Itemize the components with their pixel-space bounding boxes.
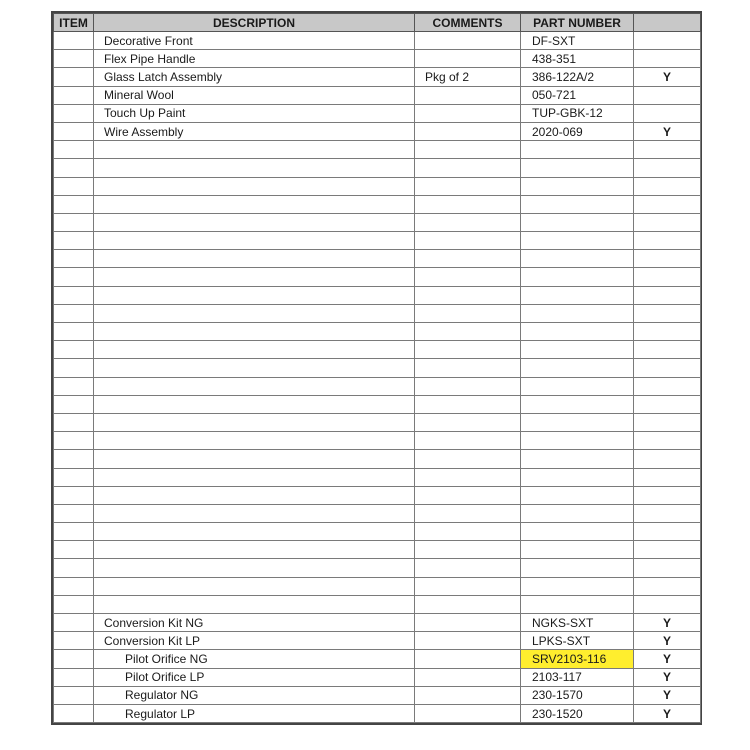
item-cell — [54, 104, 94, 122]
empty-table-row — [54, 159, 701, 177]
comments-cell — [415, 704, 521, 722]
empty-cell — [54, 250, 94, 268]
empty-cell — [94, 359, 415, 377]
item-cell — [54, 632, 94, 650]
empty-cell — [521, 232, 634, 250]
comments-cell — [415, 122, 521, 140]
item-cell — [54, 32, 94, 50]
empty-cell — [94, 159, 415, 177]
empty-table-row — [54, 486, 701, 504]
table-row — [54, 32, 701, 50]
empty-table-row — [54, 541, 701, 559]
parts-table — [53, 13, 701, 723]
empty-cell — [634, 304, 701, 322]
empty-cell — [634, 541, 701, 559]
flag-cell — [634, 50, 701, 68]
empty-cell — [94, 377, 415, 395]
empty-cell — [521, 141, 634, 159]
empty-table-row — [54, 395, 701, 413]
empty-cell — [415, 468, 521, 486]
empty-cell — [521, 468, 634, 486]
empty-cell — [54, 486, 94, 504]
comments-cell — [415, 668, 521, 686]
part-number-cell: 2103-117 — [521, 668, 634, 686]
empty-cell — [634, 177, 701, 195]
empty-cell — [94, 523, 415, 541]
table-row — [54, 668, 701, 686]
empty-cell — [634, 232, 701, 250]
empty-cell — [521, 195, 634, 213]
empty-cell — [634, 468, 701, 486]
empty-table-row — [54, 523, 701, 541]
flag-cell: Y — [634, 650, 701, 668]
description-cell: Pilot Orifice NG — [94, 650, 415, 668]
empty-cell — [94, 486, 415, 504]
comments-cell — [415, 104, 521, 122]
empty-cell — [415, 559, 521, 577]
empty-cell — [415, 486, 521, 504]
table-row — [54, 86, 701, 104]
part-number-cell: NGKS-SXT — [521, 614, 634, 632]
empty-cell — [94, 559, 415, 577]
empty-cell — [521, 486, 634, 504]
empty-cell — [521, 577, 634, 595]
parts-table-body — [54, 32, 701, 723]
empty-cell — [634, 377, 701, 395]
column-header-flag — [634, 14, 701, 32]
empty-cell — [415, 286, 521, 304]
empty-cell — [634, 213, 701, 231]
description-cell: Regulator NG — [94, 686, 415, 704]
empty-table-row — [54, 359, 701, 377]
empty-cell — [54, 177, 94, 195]
empty-cell — [415, 232, 521, 250]
empty-cell — [54, 559, 94, 577]
empty-cell — [415, 450, 521, 468]
item-cell — [54, 122, 94, 140]
empty-cell — [634, 286, 701, 304]
empty-cell — [634, 141, 701, 159]
empty-cell — [521, 177, 634, 195]
empty-cell — [521, 268, 634, 286]
empty-cell — [521, 595, 634, 613]
comments-cell — [415, 686, 521, 704]
empty-cell — [54, 141, 94, 159]
empty-cell — [521, 341, 634, 359]
empty-cell — [54, 304, 94, 322]
empty-table-row — [54, 141, 701, 159]
comments-cell — [415, 86, 521, 104]
empty-cell — [521, 377, 634, 395]
empty-table-row — [54, 468, 701, 486]
empty-cell — [94, 577, 415, 595]
empty-cell — [54, 541, 94, 559]
flag-cell: Y — [634, 614, 701, 632]
item-cell — [54, 50, 94, 68]
part-number-cell: 2020-069 — [521, 122, 634, 140]
table-row — [54, 650, 701, 668]
empty-cell — [94, 250, 415, 268]
part-number-cell: LPKS-SXT — [521, 632, 634, 650]
empty-cell — [54, 195, 94, 213]
empty-cell — [94, 395, 415, 413]
empty-table-row — [54, 177, 701, 195]
empty-cell — [94, 595, 415, 613]
item-cell — [54, 614, 94, 632]
empty-cell — [94, 450, 415, 468]
empty-cell — [54, 413, 94, 431]
table-row — [54, 686, 701, 704]
part-number-cell: 386-122A/2 — [521, 68, 634, 86]
empty-table-row — [54, 413, 701, 431]
empty-cell — [415, 268, 521, 286]
empty-cell — [521, 450, 634, 468]
empty-cell — [634, 504, 701, 522]
column-header-part-number: PART NUMBER — [521, 14, 634, 32]
empty-table-row — [54, 213, 701, 231]
part-number-cell: TUP-GBK-12 — [521, 104, 634, 122]
empty-cell — [94, 141, 415, 159]
empty-cell — [94, 213, 415, 231]
empty-cell — [54, 523, 94, 541]
empty-cell — [54, 468, 94, 486]
description-cell: Pilot Orifice LP — [94, 668, 415, 686]
empty-cell — [54, 323, 94, 341]
table-row — [54, 614, 701, 632]
empty-cell — [415, 395, 521, 413]
empty-cell — [94, 541, 415, 559]
flag-cell: Y — [634, 68, 701, 86]
empty-cell — [94, 232, 415, 250]
description-cell: Conversion Kit LP — [94, 632, 415, 650]
comments-cell — [415, 632, 521, 650]
flag-cell — [634, 32, 701, 50]
empty-table-row — [54, 304, 701, 322]
empty-cell — [634, 195, 701, 213]
empty-cell — [521, 559, 634, 577]
empty-cell — [415, 595, 521, 613]
empty-cell — [634, 486, 701, 504]
empty-cell — [521, 504, 634, 522]
table-row — [54, 50, 701, 68]
empty-cell — [521, 213, 634, 231]
flag-cell: Y — [634, 122, 701, 140]
empty-cell — [634, 159, 701, 177]
parts-list-sheet — [51, 11, 702, 725]
table-row — [54, 122, 701, 140]
item-cell — [54, 668, 94, 686]
item-cell — [54, 86, 94, 104]
flag-cell: Y — [634, 668, 701, 686]
column-header-description: DESCRIPTION — [94, 14, 415, 32]
empty-cell — [54, 432, 94, 450]
empty-cell — [415, 250, 521, 268]
empty-cell — [415, 341, 521, 359]
empty-cell — [634, 395, 701, 413]
empty-cell — [415, 577, 521, 595]
comments-cell — [415, 50, 521, 68]
part-number-cell: SRV2103-116 — [521, 650, 634, 668]
empty-cell — [634, 413, 701, 431]
empty-cell — [634, 268, 701, 286]
empty-cell — [94, 323, 415, 341]
empty-cell — [54, 450, 94, 468]
empty-cell — [415, 141, 521, 159]
description-cell: Flex Pipe Handle — [94, 50, 415, 68]
flag-cell — [634, 86, 701, 104]
empty-cell — [54, 595, 94, 613]
description-cell: Decorative Front — [94, 32, 415, 50]
empty-cell — [634, 323, 701, 341]
empty-cell — [54, 359, 94, 377]
empty-cell — [415, 541, 521, 559]
empty-cell — [54, 213, 94, 231]
part-number-cell: 230-1520 — [521, 704, 634, 722]
empty-cell — [634, 577, 701, 595]
empty-cell — [415, 177, 521, 195]
column-header-item: ITEM — [54, 14, 94, 32]
empty-table-row — [54, 341, 701, 359]
empty-cell — [634, 250, 701, 268]
column-header-comments: COMMENTS — [415, 14, 521, 32]
part-number-cell: DF-SXT — [521, 32, 634, 50]
description-cell: Touch Up Paint — [94, 104, 415, 122]
empty-cell — [54, 268, 94, 286]
empty-cell — [415, 413, 521, 431]
empty-cell — [521, 541, 634, 559]
empty-cell — [415, 213, 521, 231]
description-cell: Wire Assembly — [94, 122, 415, 140]
description-cell: Conversion Kit NG — [94, 614, 415, 632]
empty-cell — [94, 504, 415, 522]
empty-cell — [54, 395, 94, 413]
empty-cell — [94, 268, 415, 286]
empty-table-row — [54, 195, 701, 213]
empty-cell — [415, 323, 521, 341]
item-cell — [54, 68, 94, 86]
empty-cell — [54, 341, 94, 359]
empty-cell — [54, 232, 94, 250]
table-row — [54, 704, 701, 722]
table-row — [54, 104, 701, 122]
empty-cell — [415, 432, 521, 450]
empty-cell — [94, 341, 415, 359]
empty-cell — [521, 395, 634, 413]
empty-table-row — [54, 577, 701, 595]
empty-cell — [415, 377, 521, 395]
empty-cell — [415, 195, 521, 213]
empty-cell — [521, 413, 634, 431]
empty-cell — [634, 432, 701, 450]
empty-cell — [94, 413, 415, 431]
empty-cell — [521, 304, 634, 322]
empty-cell — [54, 577, 94, 595]
empty-cell — [521, 359, 634, 377]
comments-cell: Pkg of 2 — [415, 68, 521, 86]
empty-cell — [521, 159, 634, 177]
empty-table-row — [54, 595, 701, 613]
empty-cell — [94, 195, 415, 213]
empty-cell — [54, 286, 94, 304]
empty-cell — [415, 359, 521, 377]
empty-cell — [94, 468, 415, 486]
empty-cell — [634, 341, 701, 359]
flag-cell: Y — [634, 686, 701, 704]
part-number-cell: 438-351 — [521, 50, 634, 68]
empty-table-row — [54, 377, 701, 395]
item-cell — [54, 650, 94, 668]
empty-cell — [634, 450, 701, 468]
comments-cell — [415, 650, 521, 668]
description-cell: Glass Latch Assembly — [94, 68, 415, 86]
empty-cell — [634, 595, 701, 613]
empty-table-row — [54, 232, 701, 250]
empty-table-row — [54, 250, 701, 268]
flag-cell: Y — [634, 632, 701, 650]
empty-table-row — [54, 323, 701, 341]
empty-cell — [521, 432, 634, 450]
empty-table-row — [54, 504, 701, 522]
table-row — [54, 68, 701, 86]
comments-cell — [415, 32, 521, 50]
empty-table-row — [54, 432, 701, 450]
flag-cell: Y — [634, 704, 701, 722]
empty-cell — [94, 432, 415, 450]
empty-cell — [54, 159, 94, 177]
empty-cell — [521, 323, 634, 341]
empty-cell — [415, 523, 521, 541]
empty-cell — [94, 304, 415, 322]
comments-cell — [415, 614, 521, 632]
empty-cell — [634, 559, 701, 577]
empty-table-row — [54, 286, 701, 304]
item-cell — [54, 686, 94, 704]
empty-table-row — [54, 450, 701, 468]
description-cell: Regulator LP — [94, 704, 415, 722]
empty-cell — [54, 377, 94, 395]
empty-cell — [521, 523, 634, 541]
description-cell: Mineral Wool — [94, 86, 415, 104]
empty-cell — [634, 359, 701, 377]
empty-cell — [521, 250, 634, 268]
header-row — [54, 14, 701, 32]
empty-table-row — [54, 559, 701, 577]
empty-cell — [94, 286, 415, 304]
empty-cell — [54, 504, 94, 522]
empty-table-row — [54, 268, 701, 286]
empty-cell — [94, 177, 415, 195]
empty-cell — [415, 304, 521, 322]
empty-cell — [634, 523, 701, 541]
empty-cell — [415, 159, 521, 177]
empty-cell — [521, 286, 634, 304]
part-number-cell: 230-1570 — [521, 686, 634, 704]
flag-cell — [634, 104, 701, 122]
item-cell — [54, 704, 94, 722]
table-row — [54, 632, 701, 650]
empty-cell — [415, 504, 521, 522]
part-number-cell: 050-721 — [521, 86, 634, 104]
